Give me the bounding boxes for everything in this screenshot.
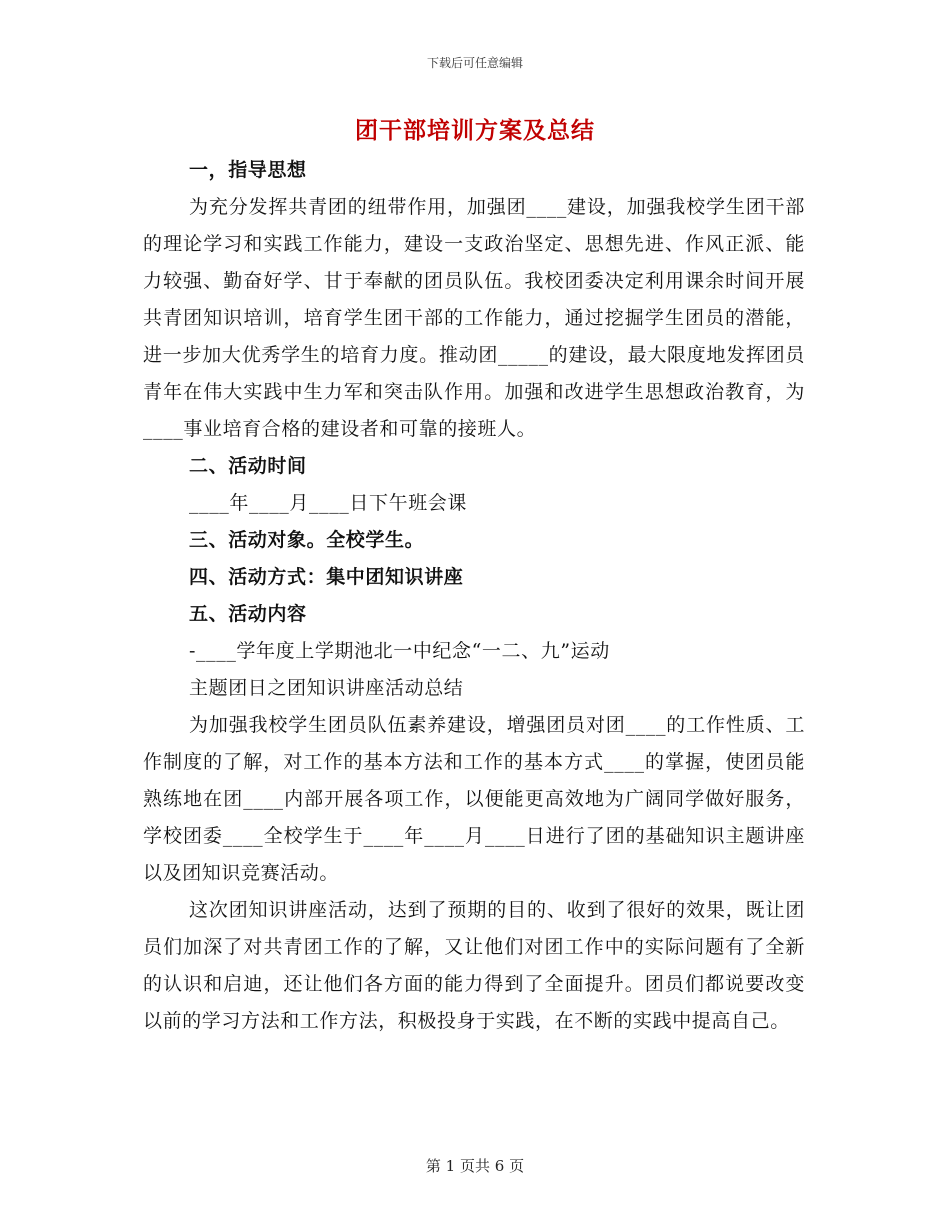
section-heading-activity-method: 四、活动方式：集中团知识讲座 bbox=[189, 566, 464, 588]
paragraph-summary-2: 这次团知识讲座活动，达到了预期的目的、收到了很好的效果，既让团员们加深了对共青团工作的了解，又让他们对团工作中的实际问题有了全新的认识和启迪，还让他们各方面的能力得到了全面提升。团员们都说要改变以前的学习方法和工作方法，积极投身于实践，在不断的实践中提高自己。 bbox=[143, 899, 805, 1032]
paragraph-guiding-ideology: 为充分发挥共青团的纽带作用，加强团____建设，加强我校学生团干部的理论学习和实践工作能力，建设一支政治坚定、思想先进、作风正派、能力较强、勤奋好学、甘于奉献的团员队伍。我校团委决定利用课余时间开展共青团知识培训，培育学生团干部的工作能力，通过挖掘学生团员的潜能，进一步加大优秀学生的培育力度。推动团_____的建设，最大限度地发挥团员青年在伟大实践中生力军和突击队作用。加强和改进学生思想政治教育，为____事业培育合格的建设者和可靠的接班人。 bbox=[143, 196, 805, 440]
document-title: 团干部培训方案及总结 bbox=[355, 117, 595, 144]
summary-title-line2: 主题团日之团知识讲座活动总结 bbox=[189, 677, 464, 699]
page-number: 第 1 页共 6 页 bbox=[425, 1157, 525, 1175]
document-body bbox=[143, 152, 805, 1040]
section-heading-guiding-ideology: 一，指导思想 bbox=[189, 159, 307, 181]
section-heading-activity-content: 五、活动内容 bbox=[189, 603, 307, 625]
paragraph-summary-1: 为加强我校学生团员队伍素养建设，增强团员对团____的工作性质、工作制度的了解，对工作的基本方法和工作的基本方式____的掌握，使团员能熟练地在团____内部开展各项工作，以便能更高效地为广阔同学做好服务，学校团委____全校学生于____年____月____日进行了团的基础知识主题讲座以及团知识竞赛活动。 bbox=[143, 714, 805, 884]
summary-title-line1: -____学年度上学期池北一中纪念“一二、九”运动 bbox=[189, 640, 610, 662]
section-heading-activity-target: 三、活动对象。全校学生。 bbox=[189, 529, 425, 551]
paragraph-activity-time: ____年____月____日下午班会课 bbox=[189, 492, 468, 514]
section-heading-activity-time: 二、活动时间 bbox=[189, 455, 307, 477]
page-header-note: 下载后可任意编辑 bbox=[426, 56, 523, 70]
